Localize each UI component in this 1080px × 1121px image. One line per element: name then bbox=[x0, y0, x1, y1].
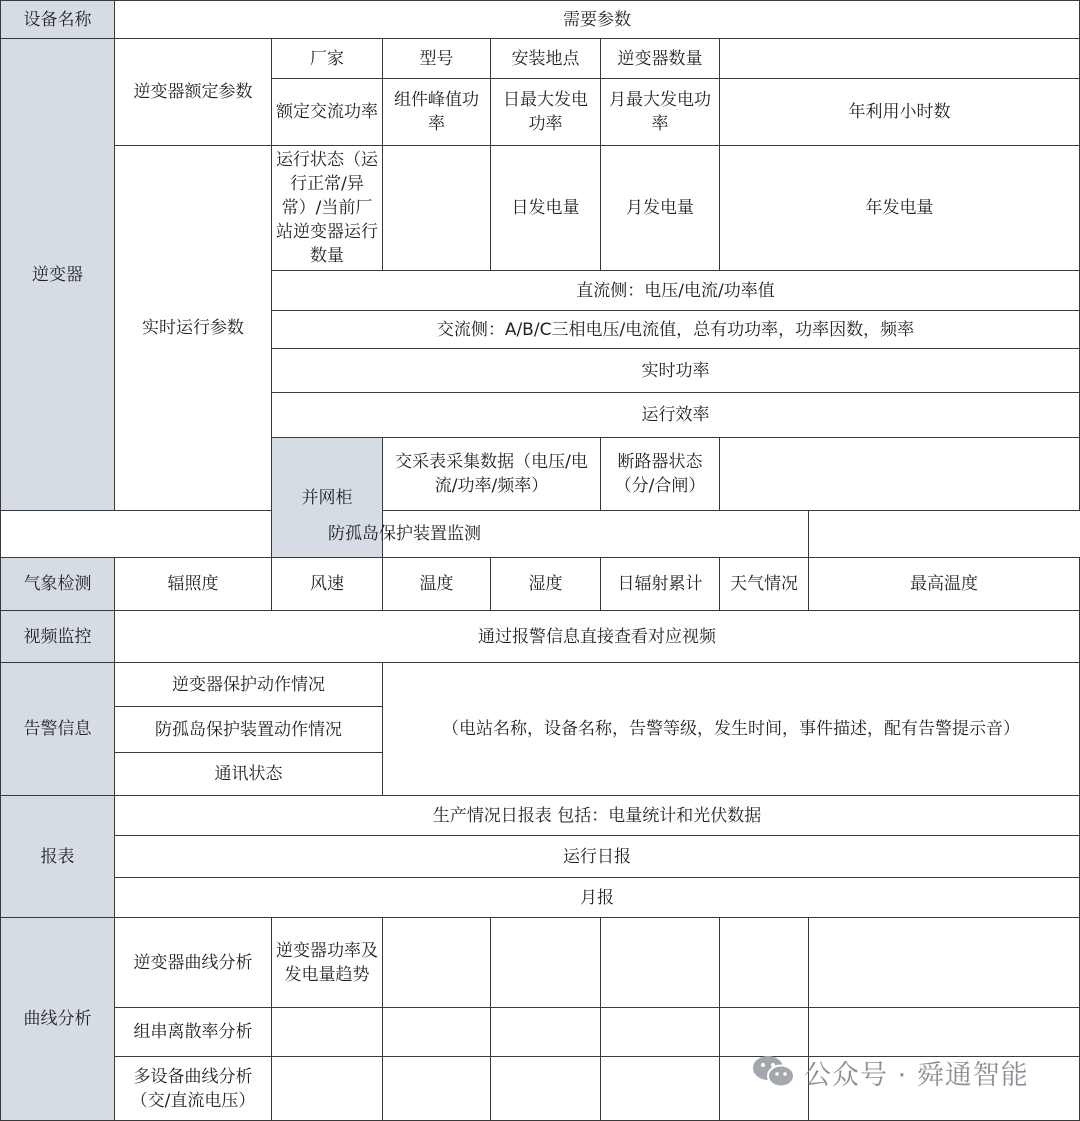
category-grid-cabinet: 并网柜 bbox=[272, 438, 383, 558]
ac-side: 交流侧：A/B/C三相电压/电流值，总有功功率，功率因数，频率 bbox=[272, 311, 1080, 349]
category-curve: 曲线分析 bbox=[1, 918, 115, 1121]
run-efficiency: 运行效率 bbox=[272, 393, 1080, 438]
rated-ac-power: 额定交流功率 bbox=[272, 79, 383, 146]
rated-location: 安装地点 bbox=[491, 39, 601, 79]
report-daily-run: 运行日报 bbox=[115, 836, 1080, 878]
weather-temperature: 温度 bbox=[383, 558, 491, 611]
category-video: 视频监控 bbox=[1, 611, 115, 663]
breaker-status: 断路器状态（分/合闸） bbox=[601, 438, 720, 511]
curve-inverter: 逆变器曲线分析 bbox=[115, 918, 272, 1008]
energy-month: 月发电量 bbox=[601, 146, 720, 271]
weather-humidity: 湿度 bbox=[491, 558, 601, 611]
inverter-rated-label: 逆变器额定参数 bbox=[115, 39, 272, 146]
rated-day-max-power: 日最大发电功率 bbox=[491, 79, 601, 146]
curve-multi-device: 多设备曲线分析（交/直流电压） bbox=[115, 1057, 272, 1121]
weather-condition: 天气情况 bbox=[720, 558, 809, 611]
realtime-power: 实时功率 bbox=[272, 349, 1080, 393]
video-desc: 通过报警信息直接查看对应视频 bbox=[115, 611, 1080, 663]
rated-inverter-count: 逆变器数量 bbox=[601, 39, 720, 79]
watermark-text: 公众号 · 舜通智能 bbox=[804, 1059, 1029, 1091]
header-device-name: 设备名称 bbox=[1, 1, 115, 39]
wechat-icon bbox=[752, 1054, 796, 1090]
dc-side: 直流侧：电压/电流/功率值 bbox=[272, 271, 1080, 311]
report-daily-production: 生产情况日报表 包括：电量统计和光伏数据 bbox=[115, 796, 1080, 836]
curve-inverter-detail: 逆变器功率及发电量趋势 bbox=[272, 918, 383, 1008]
curve-empty bbox=[601, 1008, 720, 1057]
weather-max-temp: 最高温度 bbox=[809, 558, 1080, 611]
curve-empty bbox=[720, 1008, 809, 1057]
watermark bbox=[752, 1052, 1029, 1092]
alarm-communication-status: 通讯状态 bbox=[115, 753, 383, 796]
weather-daily-radiation: 日辐射累计 bbox=[601, 558, 720, 611]
curve-empty bbox=[720, 918, 809, 1008]
curve-empty bbox=[383, 1008, 491, 1057]
curve-empty bbox=[491, 1008, 601, 1057]
category-inverter: 逆变器 bbox=[1, 39, 115, 511]
rated-model: 型号 bbox=[383, 39, 491, 79]
rated-month-max-power: 月最大发电功率 bbox=[601, 79, 720, 146]
category-alarm: 告警信息 bbox=[1, 663, 115, 796]
rated-annual-hours: 年利用小时数 bbox=[720, 79, 1080, 146]
curve-empty bbox=[809, 1008, 1080, 1057]
category-weather: 气象检测 bbox=[1, 558, 115, 611]
alarm-inverter-protection: 逆变器保护动作情况 bbox=[115, 663, 383, 707]
rated-manufacturer: 厂家 bbox=[272, 39, 383, 79]
alarm-anti-islanding-action: 防孤岛保护装置动作情况 bbox=[115, 707, 383, 753]
curve-empty bbox=[809, 918, 1080, 1008]
energy-day: 日发电量 bbox=[491, 146, 601, 271]
meter-data: 交采表采集数据（电压/电流/功率/频率） bbox=[383, 438, 601, 511]
anti-islanding-monitor: 防孤岛保护装置监测 bbox=[1, 511, 809, 558]
run-status-cell: 运行状态（运行正常/异常）/当前厂站逆变器运行数量 bbox=[272, 146, 383, 271]
grid-cabinet-empty bbox=[720, 438, 1080, 511]
category-report: 报表 bbox=[1, 796, 115, 918]
curve-empty bbox=[491, 1057, 601, 1121]
curve-empty bbox=[272, 1057, 383, 1121]
weather-wind-speed: 风速 bbox=[272, 558, 383, 611]
curve-empty bbox=[383, 1057, 491, 1121]
run-status-empty bbox=[383, 146, 491, 271]
report-monthly: 月报 bbox=[115, 878, 1080, 918]
curve-empty bbox=[272, 1008, 383, 1057]
curve-string-dispersion: 组串离散率分析 bbox=[115, 1008, 272, 1057]
rated-empty-cell bbox=[720, 39, 1080, 79]
inverter-realtime-label: 实时运行参数 bbox=[115, 146, 272, 511]
curve-empty bbox=[383, 918, 491, 1008]
alarm-desc: （电站名称，设备名称，告警等级，发生时间，事件描述，配有告警提示音） bbox=[383, 663, 1080, 796]
header-params: 需要参数 bbox=[115, 1, 1080, 39]
rated-peak-power: 组件峰值功率 bbox=[383, 79, 491, 146]
weather-irradiance: 辐照度 bbox=[115, 558, 272, 611]
curve-empty bbox=[491, 918, 601, 1008]
curve-empty bbox=[601, 1057, 720, 1121]
curve-empty bbox=[601, 918, 720, 1008]
energy-year: 年发电量 bbox=[720, 146, 1080, 271]
